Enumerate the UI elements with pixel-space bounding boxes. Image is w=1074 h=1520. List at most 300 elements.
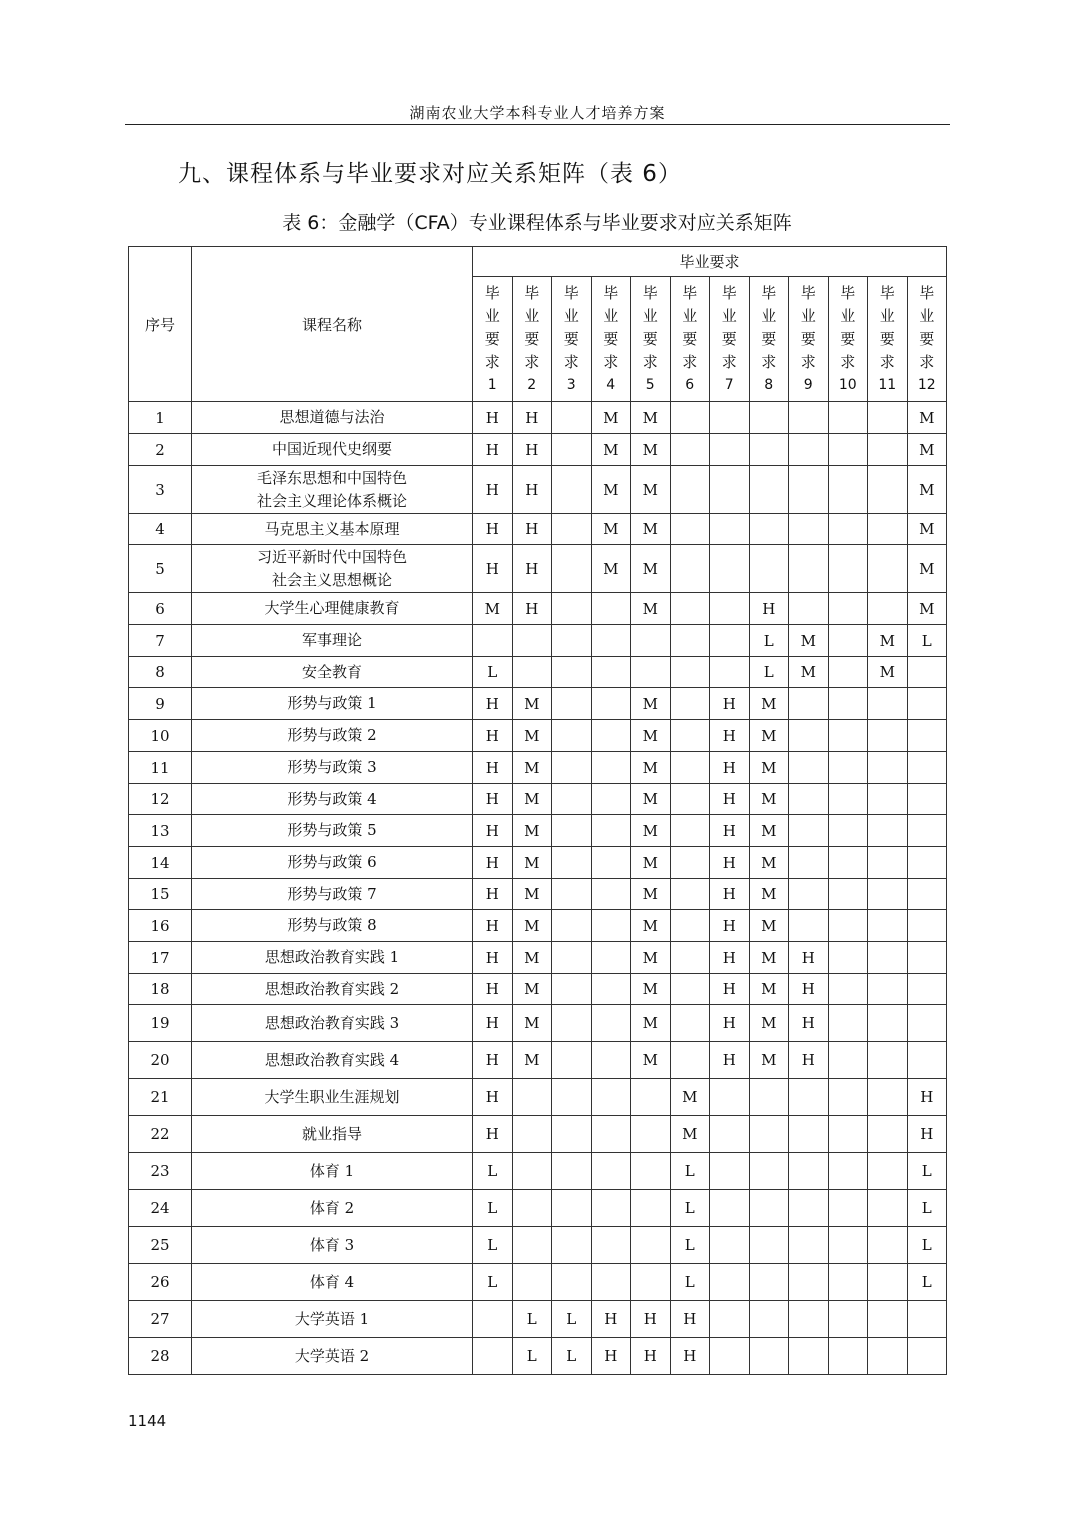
cell-requirement-11	[868, 879, 908, 910]
cell-no: 4	[129, 514, 192, 545]
cell-requirement-7	[710, 514, 750, 545]
cell-requirement-5	[631, 1264, 671, 1301]
cell-requirement-5	[631, 1190, 671, 1227]
cell-no: 5	[129, 545, 192, 593]
requirement-number: 11	[878, 376, 897, 393]
cell-requirement-7	[710, 593, 750, 625]
cell-requirement-10	[828, 625, 868, 657]
cell-requirement-6	[670, 879, 710, 910]
table-row	[129, 784, 947, 815]
course-name-line: 体育 2	[309, 1198, 355, 1217]
cell-no: 13	[129, 815, 192, 847]
cell-requirement-6: L	[670, 1264, 710, 1301]
cell-requirement-1: H	[473, 752, 513, 784]
cell-requirement-8: M	[749, 688, 789, 720]
cell-requirement-7: H	[710, 879, 750, 910]
cell-requirement-10	[828, 1042, 868, 1079]
cell-requirement-3	[552, 752, 592, 784]
cell-requirement-8: H	[749, 593, 789, 625]
cell-requirement-12	[907, 910, 947, 942]
cell-requirement-6	[670, 974, 710, 1005]
requirement-label-char: 业	[840, 306, 856, 325]
course-name-line: 形势与政策 2	[287, 726, 377, 744]
cell-no: 9	[129, 688, 192, 720]
cell-requirement-4	[591, 720, 631, 752]
cell-requirement-6: H	[670, 1301, 710, 1338]
cell-course-name	[192, 402, 473, 434]
cell-requirement-1: H	[473, 784, 513, 815]
cell-requirement-9	[789, 545, 829, 593]
cell-requirement-10	[828, 815, 868, 847]
cell-requirement-2: M	[512, 974, 552, 1005]
cell-requirement-6: L	[670, 1153, 710, 1190]
cell-requirement-9	[789, 402, 829, 434]
cell-requirement-2: H	[512, 402, 552, 434]
requirement-label-char: 毕	[484, 283, 500, 302]
requirement-label-char: 求	[682, 352, 698, 371]
cell-requirement-5: M	[631, 847, 671, 879]
cell-requirement-3	[552, 514, 592, 545]
table-row	[129, 1264, 947, 1301]
cell-requirement-10	[828, 1264, 868, 1301]
course-name-line: 体育 3	[309, 1235, 355, 1254]
cell-requirement-9: H	[789, 1042, 829, 1079]
cell-course-name	[192, 815, 473, 847]
cell-requirement-9	[789, 1079, 829, 1116]
cell-requirement-2	[512, 1190, 552, 1227]
cell-requirement-2	[512, 625, 552, 657]
requirement-label-char: 毕	[524, 283, 540, 302]
cell-requirement-9	[789, 1190, 829, 1227]
cell-requirement-7	[710, 1079, 750, 1116]
cell-course-name	[192, 910, 473, 942]
cell-requirement-8: M	[749, 910, 789, 942]
requirement-label-char: 业	[484, 306, 500, 325]
cell-requirement-1: H	[473, 815, 513, 847]
cell-no: 18	[129, 974, 192, 1005]
cell-requirement-8	[749, 466, 789, 514]
cell-requirement-6	[670, 942, 710, 974]
cell-course-name	[192, 1338, 473, 1375]
cell-requirement-3	[552, 815, 592, 847]
cell-requirement-11	[868, 815, 908, 847]
cell-requirement-2: M	[512, 1005, 552, 1042]
cell-requirement-9	[789, 1301, 829, 1338]
cell-requirement-6: L	[670, 1190, 710, 1227]
cell-requirement-12	[907, 847, 947, 879]
cell-requirement-6: M	[670, 1116, 710, 1153]
requirement-number: 2	[527, 376, 537, 393]
table-row	[129, 1079, 947, 1116]
cell-requirement-8: M	[749, 752, 789, 784]
cell-requirement-8: L	[749, 657, 789, 688]
requirement-label-char: 要	[761, 329, 777, 348]
column-header-requirement-8	[749, 277, 789, 402]
cell-requirement-4: M	[591, 545, 631, 593]
cell-requirement-7: H	[710, 910, 750, 942]
cell-course-name	[192, 942, 473, 974]
cell-requirement-5: M	[631, 879, 671, 910]
cell-requirement-7: H	[710, 1042, 750, 1079]
cell-no: 19	[129, 1005, 192, 1042]
table-row	[129, 942, 947, 974]
cell-requirement-9: M	[789, 657, 829, 688]
cell-requirement-7: H	[710, 720, 750, 752]
cell-requirement-12: H	[907, 1079, 947, 1116]
table-row	[129, 657, 947, 688]
page-header: 湖南农业大学本科专业人才培养方案	[125, 102, 950, 125]
cell-requirement-4	[591, 910, 631, 942]
cell-requirement-1: H	[473, 466, 513, 514]
cell-course-name	[192, 1005, 473, 1042]
cell-requirement-7	[710, 1227, 750, 1264]
column-group-header-requirements: 毕业要求	[473, 247, 947, 277]
cell-requirement-12	[907, 688, 947, 720]
cell-course-name	[192, 1227, 473, 1264]
column-header-requirement-1	[473, 277, 513, 402]
cell-no: 2	[129, 434, 192, 466]
cell-requirement-3	[552, 1190, 592, 1227]
requirement-label-char: 毕	[840, 283, 856, 302]
cell-requirement-1: H	[473, 974, 513, 1005]
cell-no: 7	[129, 625, 192, 657]
requirement-number: 5	[645, 376, 655, 393]
section-title: 九、课程体系与毕业要求对应关系矩阵（表 6）	[178, 161, 682, 187]
cell-course-name	[192, 434, 473, 466]
table-row	[129, 910, 947, 942]
cell-requirement-12	[907, 1338, 947, 1375]
cell-requirement-4	[591, 784, 631, 815]
cell-requirement-3	[552, 784, 592, 815]
cell-requirement-9	[789, 847, 829, 879]
cell-requirement-8: M	[749, 784, 789, 815]
cell-requirement-6: H	[670, 1338, 710, 1375]
cell-requirement-10	[828, 1005, 868, 1042]
cell-requirement-7	[710, 434, 750, 466]
table-row	[129, 752, 947, 784]
cell-requirement-10	[828, 847, 868, 879]
cell-requirement-3	[552, 910, 592, 942]
requirements-matrix-table	[128, 246, 947, 1375]
cell-requirement-11	[868, 1338, 908, 1375]
requirement-number: 7	[724, 376, 734, 393]
cell-requirement-12: M	[907, 593, 947, 625]
cell-no: 16	[129, 910, 192, 942]
cell-requirement-3	[552, 657, 592, 688]
cell-requirement-11	[868, 752, 908, 784]
cell-requirement-3	[552, 1005, 592, 1042]
cell-course-name	[192, 847, 473, 879]
requirement-label-char: 求	[484, 352, 500, 371]
cell-no: 12	[129, 784, 192, 815]
requirement-label-char: 要	[879, 329, 895, 348]
cell-requirement-10	[828, 402, 868, 434]
cell-requirement-12: L	[907, 1153, 947, 1190]
cell-requirement-9: H	[789, 942, 829, 974]
requirement-label-char: 求	[840, 352, 856, 371]
cell-requirement-8: M	[749, 720, 789, 752]
cell-requirement-11	[868, 434, 908, 466]
cell-requirement-6	[670, 784, 710, 815]
cell-requirement-2: M	[512, 752, 552, 784]
cell-requirement-7: H	[710, 752, 750, 784]
cell-requirement-10	[828, 879, 868, 910]
cell-course-name	[192, 688, 473, 720]
cell-requirement-7	[710, 545, 750, 593]
cell-course-name	[192, 1301, 473, 1338]
requirement-label-char: 毕	[800, 283, 816, 302]
requirement-label-char: 求	[721, 352, 737, 371]
cell-requirement-11	[868, 942, 908, 974]
cell-requirement-5	[631, 1153, 671, 1190]
cell-requirement-6: L	[670, 1227, 710, 1264]
course-name-line: 安全教育	[301, 662, 362, 681]
cell-requirement-1: H	[473, 720, 513, 752]
cell-requirement-8: M	[749, 879, 789, 910]
column-header-requirement-3	[552, 277, 592, 402]
cell-requirement-12: M	[907, 514, 947, 545]
cell-requirement-5: H	[631, 1301, 671, 1338]
cell-requirement-8: M	[749, 847, 789, 879]
cell-requirement-11	[868, 1190, 908, 1227]
cell-requirement-9	[789, 593, 829, 625]
cell-course-name	[192, 1264, 473, 1301]
cell-requirement-5: M	[631, 1005, 671, 1042]
course-name-line: 社会主义思想概论	[271, 570, 392, 589]
cell-no: 10	[129, 720, 192, 752]
cell-requirement-1: L	[473, 1190, 513, 1227]
cell-requirement-5: M	[631, 752, 671, 784]
requirement-label-char: 业	[524, 306, 540, 325]
cell-no: 3	[129, 466, 192, 514]
cell-no: 23	[129, 1153, 192, 1190]
table-row	[129, 1042, 947, 1079]
requirement-label-char: 要	[721, 329, 737, 348]
cell-requirement-1: M	[473, 593, 513, 625]
cell-requirement-12: L	[907, 1227, 947, 1264]
cell-requirement-6	[670, 688, 710, 720]
course-name-line: 形势与政策 6	[287, 853, 377, 871]
cell-requirement-12	[907, 1005, 947, 1042]
cell-requirement-6	[670, 545, 710, 593]
cell-requirement-4	[591, 1079, 631, 1116]
requirement-label-char: 业	[761, 306, 777, 325]
requirement-label-char: 毕	[919, 283, 935, 302]
cell-requirement-4	[591, 847, 631, 879]
cell-requirement-2: M	[512, 879, 552, 910]
table-row	[129, 514, 947, 545]
cell-requirement-3	[552, 720, 592, 752]
cell-requirement-3	[552, 1264, 592, 1301]
column-header-requirement-9	[789, 277, 829, 402]
requirement-label-char: 要	[484, 329, 500, 348]
cell-requirement-5: M	[631, 720, 671, 752]
cell-requirement-11: M	[868, 625, 908, 657]
cell-requirement-11	[868, 466, 908, 514]
course-name-line: 形势与政策 5	[287, 821, 377, 839]
requirement-label-char: 毕	[603, 283, 619, 302]
cell-requirement-12: L	[907, 1264, 947, 1301]
cell-requirement-5	[631, 1227, 671, 1264]
course-name-line: 马克思主义基本原理	[264, 519, 400, 538]
cell-requirement-9	[789, 1116, 829, 1153]
cell-requirement-1: L	[473, 657, 513, 688]
cell-requirement-7	[710, 1301, 750, 1338]
cell-requirement-11	[868, 1116, 908, 1153]
cell-requirement-6	[670, 514, 710, 545]
cell-requirement-8: L	[749, 625, 789, 657]
requirement-label-char: 要	[642, 329, 658, 348]
requirement-label-char: 业	[721, 306, 737, 325]
column-header-requirement-12	[907, 277, 947, 402]
cell-requirement-8: M	[749, 1042, 789, 1079]
cell-no: 20	[129, 1042, 192, 1079]
requirement-label-char: 求	[879, 352, 895, 371]
cell-requirement-9: H	[789, 1005, 829, 1042]
cell-requirement-4	[591, 752, 631, 784]
cell-requirement-11	[868, 1153, 908, 1190]
table-caption: 表 6：金融学（CFA）专业课程体系与毕业要求对应关系矩阵	[282, 212, 792, 234]
cell-requirement-7: H	[710, 847, 750, 879]
cell-requirement-9	[789, 466, 829, 514]
requirement-label-char: 求	[919, 352, 935, 371]
cell-requirement-1	[473, 1338, 513, 1375]
cell-requirement-12	[907, 879, 947, 910]
table-row	[129, 1153, 947, 1190]
cell-requirement-6: M	[670, 1079, 710, 1116]
cell-requirement-7	[710, 402, 750, 434]
cell-requirement-2	[512, 1264, 552, 1301]
cell-requirement-8	[749, 1227, 789, 1264]
requirement-number: 6	[685, 376, 695, 393]
cell-requirement-3	[552, 1079, 592, 1116]
cell-requirement-5: M	[631, 545, 671, 593]
cell-requirement-9	[789, 1227, 829, 1264]
cell-requirement-1: L	[473, 1153, 513, 1190]
cell-requirement-1: H	[473, 688, 513, 720]
table-row	[129, 593, 947, 625]
cell-requirement-10	[828, 752, 868, 784]
cell-requirement-2: M	[512, 847, 552, 879]
cell-requirement-2: M	[512, 784, 552, 815]
table-row	[129, 974, 947, 1005]
course-name-line: 军事理论	[301, 631, 362, 649]
requirement-label-char: 要	[919, 329, 935, 348]
column-header-requirement-10	[828, 277, 868, 402]
cell-requirement-5: M	[631, 593, 671, 625]
cell-requirement-11	[868, 1079, 908, 1116]
cell-requirement-10	[828, 1116, 868, 1153]
cell-requirement-8	[749, 1338, 789, 1375]
cell-no: 17	[129, 942, 192, 974]
cell-requirement-11	[868, 974, 908, 1005]
cell-requirement-9	[789, 879, 829, 910]
cell-requirement-2: M	[512, 688, 552, 720]
cell-course-name	[192, 720, 473, 752]
cell-requirement-7: H	[710, 688, 750, 720]
requirement-label-char: 毕	[721, 283, 737, 302]
cell-no: 15	[129, 879, 192, 910]
cell-requirement-1: L	[473, 1264, 513, 1301]
cell-requirement-3	[552, 688, 592, 720]
cell-requirement-6	[670, 1005, 710, 1042]
cell-requirement-10	[828, 1153, 868, 1190]
cell-requirement-6	[670, 847, 710, 879]
cell-course-name	[192, 1153, 473, 1190]
cell-requirement-7	[710, 1153, 750, 1190]
table-row	[129, 1005, 947, 1042]
cell-requirement-10	[828, 688, 868, 720]
table-head	[129, 247, 947, 402]
cell-requirement-8	[749, 1116, 789, 1153]
course-name-line: 体育 4	[309, 1272, 355, 1291]
cell-requirement-10	[828, 720, 868, 752]
cell-course-name	[192, 879, 473, 910]
requirement-label-char: 毕	[682, 283, 698, 302]
cell-requirement-11	[868, 593, 908, 625]
cell-requirement-11	[868, 1227, 908, 1264]
requirement-label-char: 业	[563, 306, 579, 325]
course-name-line: 形势与政策 1	[287, 694, 377, 712]
requirement-label-char: 求	[563, 352, 579, 371]
column-header-requirement-4	[591, 277, 631, 402]
course-name-line: 中国近现代史纲要	[271, 440, 392, 458]
cell-requirement-10	[828, 434, 868, 466]
requirement-number: 9	[803, 376, 813, 393]
cell-requirement-9	[789, 720, 829, 752]
cell-requirement-4: H	[591, 1301, 631, 1338]
cell-no: 26	[129, 1264, 192, 1301]
cell-requirement-9	[789, 688, 829, 720]
cell-course-name	[192, 1116, 473, 1153]
cell-requirement-1: H	[473, 545, 513, 593]
cell-requirement-9	[789, 1338, 829, 1375]
cell-no: 25	[129, 1227, 192, 1264]
cell-requirement-6	[670, 657, 710, 688]
cell-requirement-3: L	[552, 1338, 592, 1375]
table-row	[129, 720, 947, 752]
cell-requirement-7	[710, 1264, 750, 1301]
cell-requirement-7	[710, 657, 750, 688]
cell-requirement-5: M	[631, 942, 671, 974]
cell-requirement-2: M	[512, 910, 552, 942]
cell-requirement-5: M	[631, 514, 671, 545]
cell-requirement-6	[670, 720, 710, 752]
cell-requirement-4	[591, 688, 631, 720]
cell-requirement-5	[631, 657, 671, 688]
requirement-label-char: 要	[800, 329, 816, 348]
table-row	[129, 1227, 947, 1264]
cell-requirement-5: M	[631, 815, 671, 847]
cell-requirement-11	[868, 847, 908, 879]
course-name-line: 形势与政策 3	[287, 758, 377, 776]
cell-requirement-3	[552, 434, 592, 466]
cell-requirement-12: M	[907, 545, 947, 593]
cell-requirement-4	[591, 974, 631, 1005]
cell-requirement-8: M	[749, 974, 789, 1005]
cell-course-name	[192, 752, 473, 784]
cell-requirement-7	[710, 625, 750, 657]
cell-requirement-5: M	[631, 434, 671, 466]
cell-requirement-2	[512, 657, 552, 688]
course-name-line: 习近平新时代中国特色	[256, 547, 407, 566]
requirement-label-char: 要	[524, 329, 540, 348]
cell-requirement-12: L	[907, 1190, 947, 1227]
column-header-requirement-7	[710, 277, 750, 402]
cell-requirement-1: H	[473, 879, 513, 910]
cell-requirement-1	[473, 1301, 513, 1338]
cell-requirement-5	[631, 625, 671, 657]
